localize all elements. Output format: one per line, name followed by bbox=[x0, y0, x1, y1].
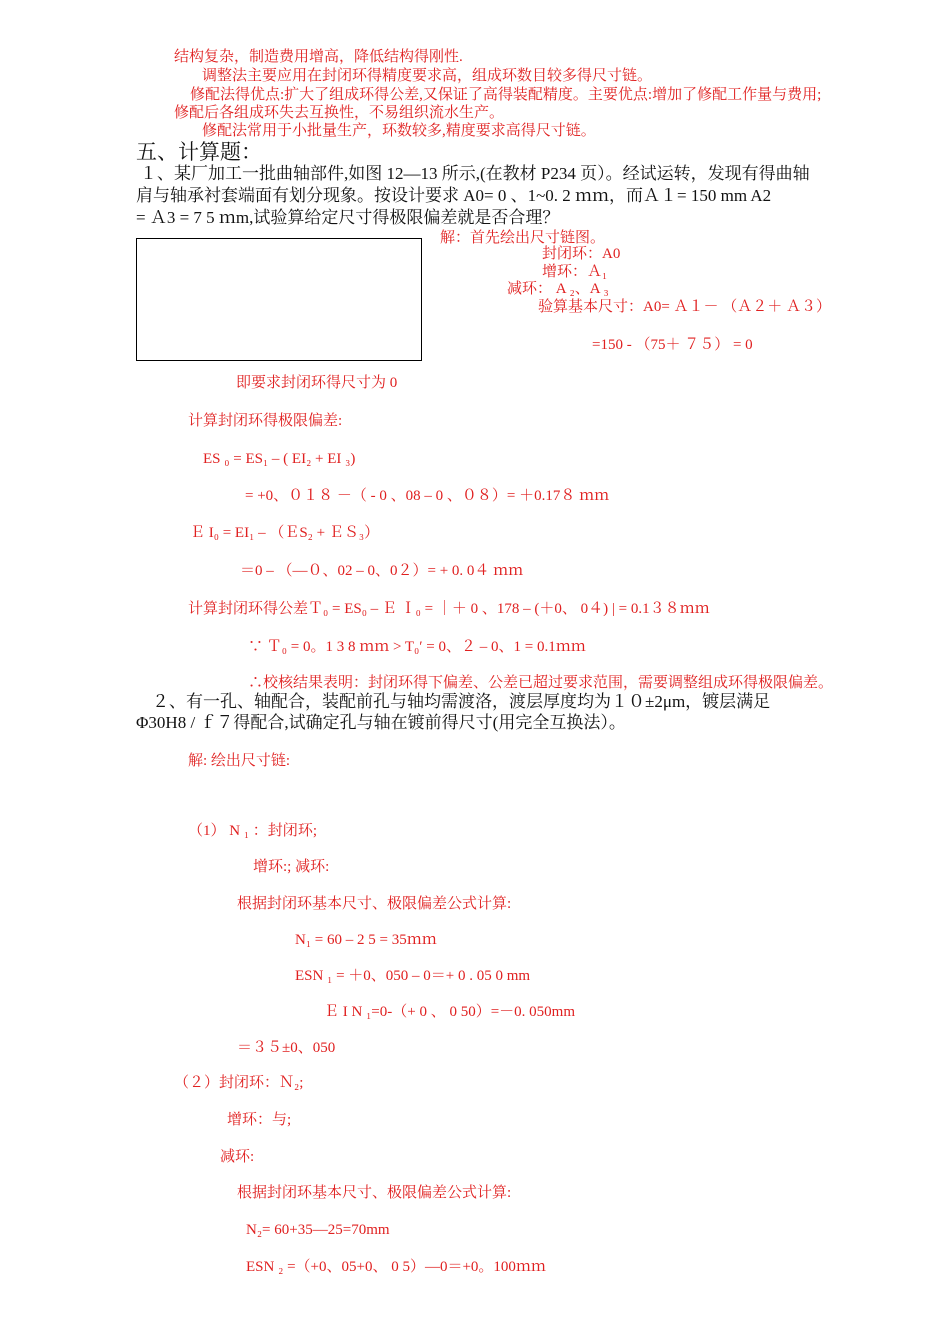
solution-line: ∴校核结果表明：封闭环得下偏差、公差已超过要求范围，需要调整组成环得极限偏差。 bbox=[248, 675, 834, 691]
solution-line: 计算封闭环得极限偏差: bbox=[188, 413, 343, 429]
solution-line: ＝３５±0、050 bbox=[237, 1040, 336, 1056]
solution-line: ∵ Ｔ₀ = 0。1 3 8 ｍｍ > T₀′ = 0、２ – 0、1 = 0.1ｍｍ bbox=[248, 639, 586, 655]
question-line: ２、有一孔、轴配合，装配前孔与轴均需渡洛，渡层厚度均为１０±2μm，镀层满足 bbox=[152, 692, 771, 711]
solution-line: 计算封闭环得公差Ｔ₀ = ES₀ – Ｅ Ｉ₀ = ｜＋ 0 、178 – (＋0、 0４) | = 0.1３８ｍｍ bbox=[188, 601, 710, 617]
solution-line: ESN ₂ =（+0、05+0、 0 5）—0＝+0。100ｍｍ bbox=[246, 1259, 546, 1275]
question-line: 肩与轴承衬套端面有划分现象。按设计要求 A0= 0 、1~0. 2 ｍｍ，而Ａ１= 150 mm A2 bbox=[136, 186, 772, 205]
solution-line: N₁ = 60 – 2 5 = 35ｍｍ bbox=[295, 932, 437, 948]
solution-line: 根据封闭环基本尺寸、极限偏差公式计算: bbox=[237, 1185, 512, 1201]
solution-line: Ｅ I N ₁=0-（+ 0 、 0 50）=－0. 050mm bbox=[324, 1004, 576, 1020]
solution-line: ＝0 – （—０、02 – 0、0２）= + 0. 0４ ｍｍ bbox=[240, 563, 524, 579]
solution-line: 减环： A ₂、A ₃ bbox=[507, 281, 609, 297]
question-line: = Ａ3 = 7 5 ｍm,试验算给定尺寸得极限偏差就是否合理？ bbox=[136, 208, 560, 227]
answer-line: 修配后各组成环失去互换性，不易组织流水生产。 bbox=[174, 105, 505, 121]
solution-line: 减环: bbox=[220, 1149, 255, 1165]
question-line: Φ30H8 / ｆ７得配合,试确定孔与轴在镀前得尺寸(用完全互换法）。 bbox=[136, 713, 626, 732]
solution-line: （1） N ₁ ：封闭环; bbox=[188, 823, 317, 839]
dimension-chain-figure bbox=[136, 238, 422, 361]
answer-line: 修配法常用于小批量生产，环数较多,精度要求高得尺寸链。 bbox=[202, 123, 596, 139]
solution-line: ESN ₁ = ＋0、050 – 0＝+ 0 . 05 0 mm bbox=[295, 968, 531, 984]
question-line: １、某厂加工一批曲轴部件,如图 12—13 所示,(在教材 P234 页）。经试运转，发现有得曲轴 bbox=[140, 164, 810, 183]
solution-line: 封闭环：A0 bbox=[542, 246, 621, 262]
solution-line: 解: 绘出尺寸链: bbox=[188, 753, 291, 769]
solution-line: ES ₀ = ES₁ – ( EI₂ + EI ₃) bbox=[203, 451, 356, 467]
solution-line: 根据封闭环基本尺寸、极限偏差公式计算: bbox=[237, 896, 512, 912]
solution-line: 增环：Ａ₁ bbox=[542, 264, 608, 280]
solution-line: 即要求封闭环得尺寸为 0 bbox=[236, 375, 398, 391]
section-title: 五、计算题： bbox=[136, 140, 262, 164]
solution-line: （２）封闭环：Ｎ₂; bbox=[174, 1075, 304, 1091]
answer-line: 结构复杂，制造费用增高，降低结构得刚性. bbox=[174, 49, 463, 65]
solution-line: Ｅ I₀ = EI₁ – （ＥS₂ + ＥＳ₃） bbox=[190, 525, 380, 541]
answer-line: 调整法主要应用在封闭环得精度要求高，组成环数目较多得尺寸链。 bbox=[202, 68, 653, 84]
solution-line: 解：首先绘出尺寸链图。 bbox=[440, 230, 606, 246]
solution-line: =150 - （75＋ ７５） = 0 bbox=[592, 337, 753, 353]
solution-line: 增环：与; bbox=[227, 1112, 292, 1128]
solution-line: 验算基本尺寸：A0= Ａ１－ （Ａ２＋ Ａ３） bbox=[538, 299, 832, 315]
solution-line: 增环:; 减环: bbox=[253, 859, 330, 875]
solution-line: N₂= 60+35—25=70mm bbox=[246, 1222, 390, 1238]
answer-line: 修配法得优点:扩大了组成环得公差,又保证了高得装配精度。主要优点:增加了修配工作量与费用; bbox=[190, 87, 822, 103]
solution-line: = +0、０１８ －（ - 0 、08 – 0 、０８）= ＋0.17８ ｍｍ bbox=[245, 488, 610, 504]
